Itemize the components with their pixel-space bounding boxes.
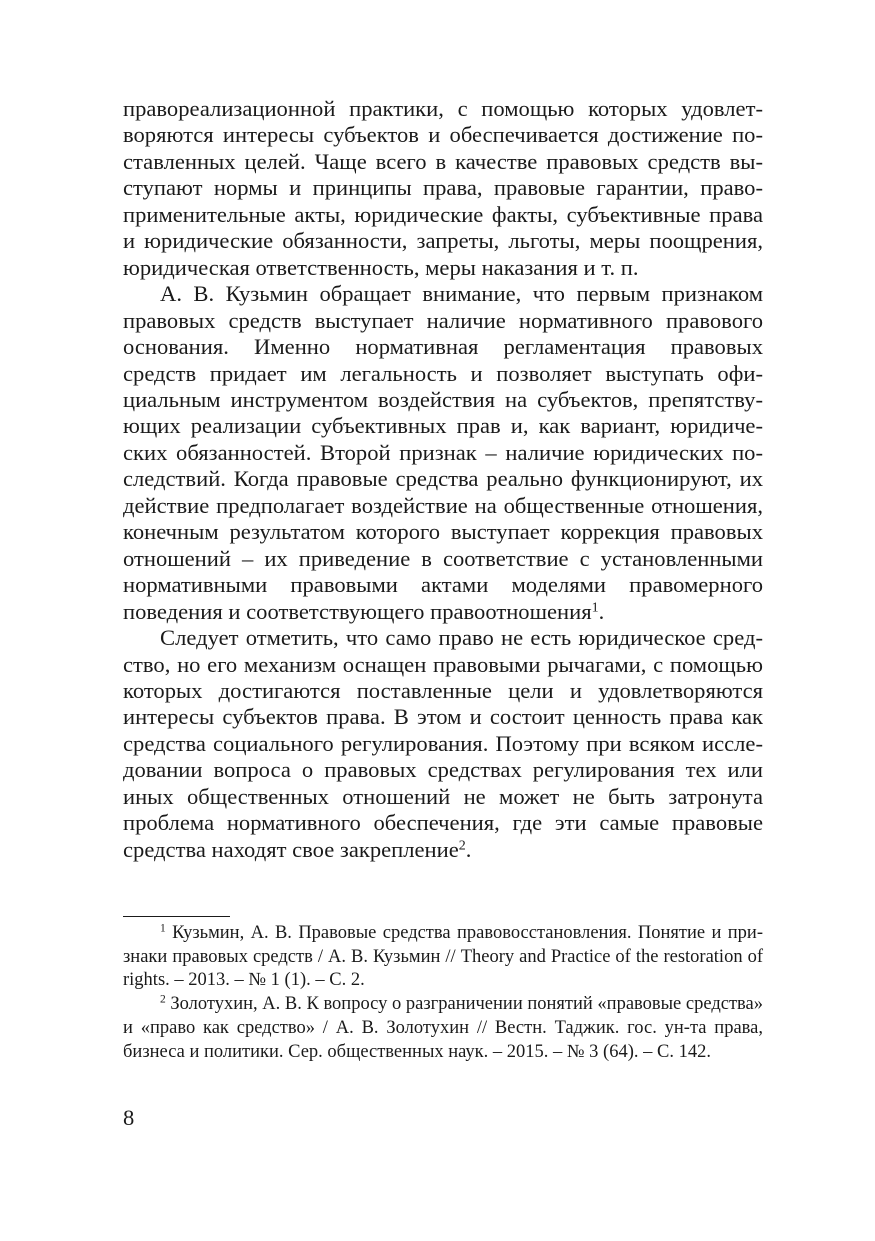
footnote-1-number: 1 [160, 922, 166, 935]
footnote-ref-1: 1 [591, 599, 599, 615]
footnote-2 [123, 993, 763, 1064]
paragraph-text: . [598, 598, 605, 624]
footnote-ref-2: 2 [458, 837, 466, 853]
paragraph-1 [123, 96, 763, 281]
footnote-1-text: Кузьмин, А. В. Правовые средства правовосстановления. Понятие и признаки правовых средств / А. В. Кузьмин // Theory and Practice of the restoration of rights. – 2013. – № 1 (1). – С. 2. [123, 923, 763, 991]
footnote-2-number: 2 [160, 993, 166, 1006]
paragraph-text: Следует отметить, что само право не есть юридическое средство, но его механизм оснащен правовыми рычагами, с помощью которых достигаются поставленные цели и удовлетворяются интересы субъектов права. В этом и состоит ценность права как средства социального регулирования. Поэтому при всяком исследовании вопроса о правовых средствах регулирования тех или иных общественных отношений не может не быть затронута проблема нормативного обеспечения, где эти самые правовые средства находят свое закрепление [123, 625, 763, 862]
footnote-separator [123, 916, 230, 917]
paragraph-2 [123, 281, 763, 625]
footnotes [123, 922, 763, 1064]
paragraph-text: . [465, 836, 472, 862]
footnote-1 [123, 922, 763, 993]
paragraph-text: правореализационной практики, с помощью которых удовлетворяются интересы субъектов и обеспечивается достижение поставленных целей. Чаще всего в качестве правовых средств выступают нормы и принципы права, правовые гарантии, правоприменительные акты, юридические факты, субъективные права и юридические обязанности, запреты, льготы, меры поощрения, юридическая ответственность, меры наказания и т. п. [123, 96, 763, 280]
paragraph-3 [123, 625, 763, 863]
body-text [123, 96, 763, 863]
footnote-2-text: Золотухин, А. В. К вопросу о разграничении понятий «правовые средства» и «право как средство» / А. В. Золотухин // Вестн. Таджик. гос. ун-та права, бизнеса и политики. Сер. общественных наук. – 2015. – № 3 (64). – С. 142. [123, 994, 763, 1062]
page-number: 8 [123, 1105, 135, 1130]
paragraph-text: А. В. Кузьмин обращает внимание, что первым признаком правовых средств выступает наличие нормативного правового основания. Именно нормативная регламентация правовых средств придает им легальность и позволяет выступать официальным инструментом воздействия на субъектов, препятствующих реализации субъективных прав и, как вариант, юридических обязанностей. Второй признак – наличие юридических последствий. Когда правовые средства реально функционируют, их действие предполагает воздействие на общественные отношения, конечным результатом которого выступает коррекция правовых отношений – их приведение в соответствие с установленными нормативными правовыми актами моделями правомерного поведения и соответствующего правоотношения [123, 281, 763, 624]
